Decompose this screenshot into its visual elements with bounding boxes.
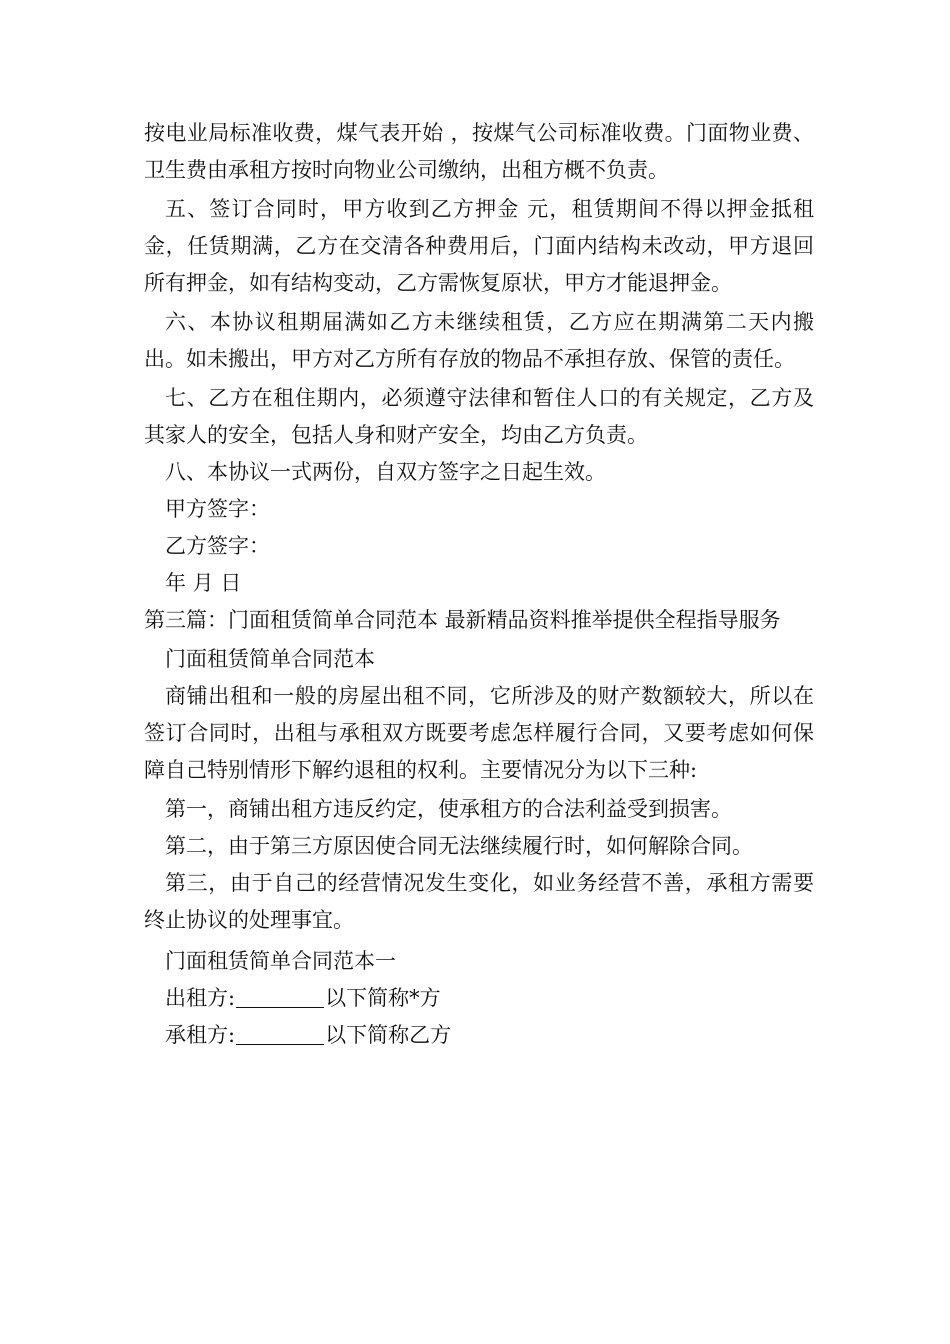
lessor-line [144,980,814,1017]
contract-title: 门面租赁简单合同范本 [165,647,375,671]
lessor-blank [236,985,324,1008]
paragraph-clause-seven: 七、乙方在租住期内，必须遵守法律和暂住人口的有关规定，乙方及其家人的安全，包括人身和财产安全，均由乙方负责。 [144,386,814,447]
party-a-signature-line: 甲方签字： [165,497,270,521]
paragraph-case-one: 第一，商铺出租方违反约定，使承租方的合法利益受到损害。 [165,797,732,821]
paragraph-clause-six: 六、本协议租期届满如乙方未继续租赁，乙方应在期满第二天内搬出。如未搬出，甲方对乙方所有存放的物品不承担存放、保管的责任。 [144,310,814,371]
paragraph-intro: 商铺出租和一般的房屋出租不同，它所涉及的财产数额较大，所以在签订合同时，出租与承租双方既要考虑怎样履行合同，又要考虑如何保障自己特别情形下解约退租的权利。主要情况分为以下三种: [144,684,814,782]
date-line: 年 月 日 [165,571,242,595]
paragraph-clause-five: 五、签订合同时，甲方收到乙方押金 元，租赁期间不得以押金抵租金，任赁期满，乙方在交清各种费用后，门面内结构未改动，甲方退回所有押金，如有结构变动，乙方需恢复原状，甲方才能退押金。 [144,197,814,295]
lessee-label: 承租方: [165,1023,236,1047]
section-three-heading: 第三篇：门面租赁简单合同范本 最新精品资料推举提供全程指导服务 [144,608,781,632]
lessee-suffix: 以下简称乙方 [325,1023,452,1047]
lessor-suffix: 以下简称*方 [325,986,441,1010]
paragraph-case-two: 第二，由于第三方原因使合同无法继续履行时，如何解除合同。 [165,834,753,858]
lessee-blank [236,1022,324,1045]
document-body [144,115,814,1054]
paragraph-utilities-fees: 按电业局标准收费，煤气表开始 ，按煤气公司标准收费。门面物业费、卫生费由承租方按时向物业公司缴纳，出租方概不负责。 [144,121,814,182]
paragraph-case-three: 第三，由于自己的经营情况发生变化，如业务经营不善，承租方需要终止协议的处理事宜。 [144,871,814,932]
lessee-line [144,1017,814,1054]
party-b-signature-line: 乙方签字： [165,534,270,558]
lessor-label: 出租方: [165,986,236,1010]
paragraph-clause-eight: 八、本协议一式两份，自双方签字之日起生效。 [165,460,606,484]
contract-sample-one-title: 门面租赁简单合同范本一 [165,949,396,973]
